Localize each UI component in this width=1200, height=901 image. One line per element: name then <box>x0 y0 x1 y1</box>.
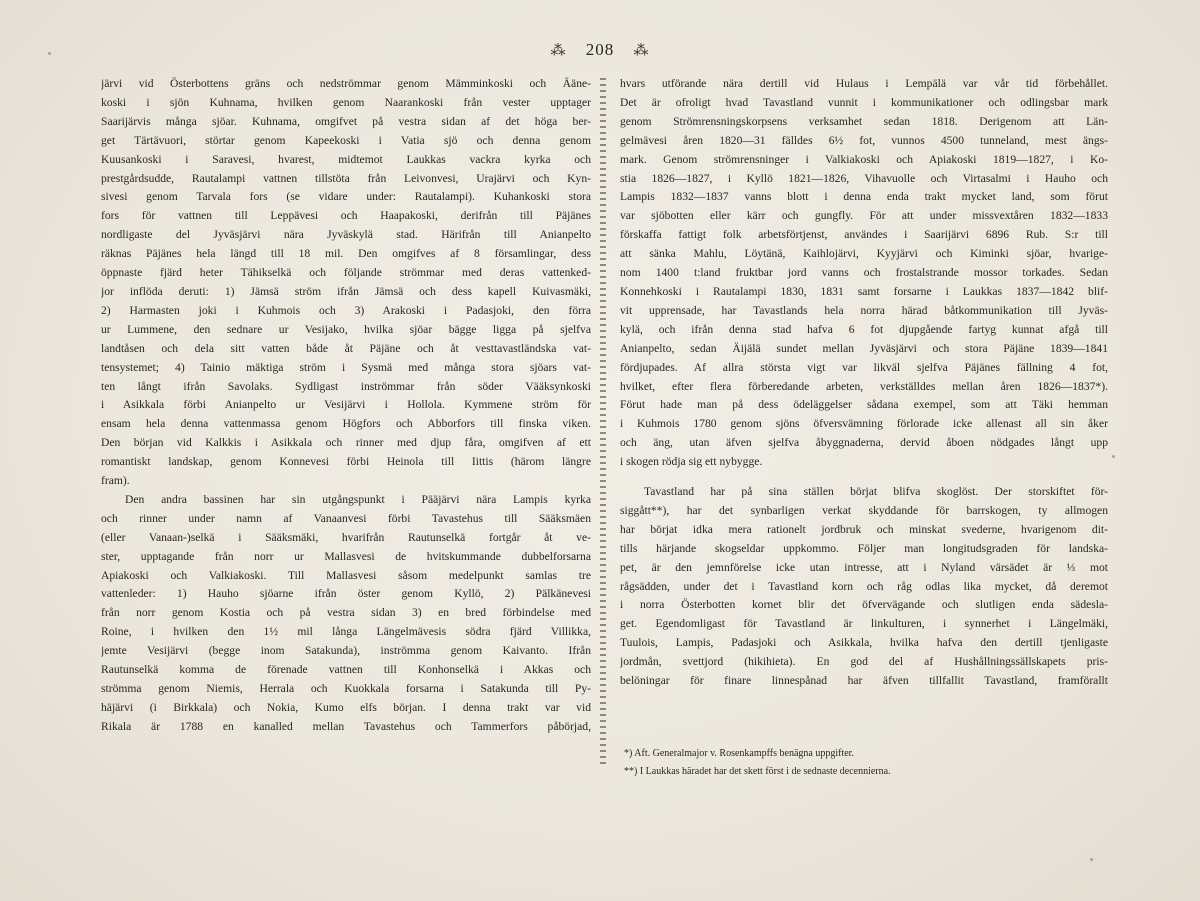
text-line: i norra Österbotten kornet blir det öfvervägande och slutligen enda sädesla- <box>620 598 1108 612</box>
text-line: Rikala är 1788 en kanalled mellan Tavastehus och Tammerfors påbörjad, <box>101 719 591 733</box>
text-line: 2) Harmasten joki i Kuhmois och 3) Arakoski i Padasjoki, den förra <box>101 303 591 317</box>
text-line: järvi vid Österbottens gräns och nedströmmar genom Mämminkoski och Ääne- <box>101 77 591 90</box>
text-line: var sjöbotten eller kärr och gungfly. För att under missvextåren 1832—1833 <box>620 209 1108 223</box>
text-line: har börjat idka mera rationelt jordbruk och minskat svederne, hvarigenom dit- <box>620 522 1108 536</box>
text-line: mark. Genom strömrensninger i Valkiakoski och Apiakoski 1819—1827, i Ko- <box>620 152 1108 166</box>
text-line: räknas Päjänes hela längd till 18 mil. Den omgifves af 8 församlingar, dess <box>101 247 591 261</box>
text-line: jordmån, svettjord (hikihieta). En god del af Hushållningssällskapets pris- <box>620 655 1108 669</box>
text-line: Apiakoski och Valkiakoski. Till Mallasvesi såsom medelpunkt samlas tre <box>101 568 591 582</box>
text-line: gelmävesi åren 1820—31 fälldes 6½ fot, vunnos 4500 tunneland, mest ängs- <box>620 133 1108 147</box>
text-line: nordligaste del Jyväsjärvi nära Jyväskylä stad. Härifrån till Anianpelto <box>101 228 591 242</box>
text-line: öppnaste fjärd heter Tähikselkä och följande strömmar med deras vattenked- <box>101 266 591 280</box>
text-line: pet, är den jemnförelse icke utan intresse, att i Nyland värsädet är ⅓ mot <box>620 560 1108 574</box>
footnote: **) I Laukkas häradet har det skett först i de sednaste decennierna. <box>624 766 891 777</box>
text-line: i skogen rödja sig ett nybygge. <box>620 455 763 469</box>
paragraph-gap <box>620 472 1108 483</box>
text-line: i Kuhmois 1780 genom sjöns öfversvämning förlorade icke allenast all sin åker <box>620 417 1108 431</box>
text-line: Tuulois, Lampis, Padasjoki och Asikkala, hvilka hafva den dertill tjenligaste <box>620 636 1108 650</box>
paragraph-start-line: Tavastland har på sina ställen börjat blifva skoglöst. Der storskiftet för- <box>644 485 1108 499</box>
paper-speck <box>1112 455 1115 458</box>
text-line: sivesi genom Tarvala fors (se vidare under: Rautalampi). Kuhankoski stora <box>101 190 591 204</box>
text-line: Lampis 1832—1837 vanns blott i denna enda trakt mycket land, som förut <box>620 190 1108 204</box>
text-line: Roine, i hvilken den 1½ mil långa Längelmävesis södra fjärd Villikka, <box>101 625 591 639</box>
paper-speck <box>1090 858 1093 861</box>
text-line: strömma genom Niemis, Herrala och Kuokkala forsarna i Satakunda till Py- <box>101 682 591 695</box>
footnote: *) Aft. Generalmajor v. Rosenkampffs benägna uppgifter. <box>624 748 854 759</box>
text-line: Förut hade man på dess ödeläggelser sådana exempel, som att Täki hemman <box>620 398 1108 412</box>
text-line: ur Lummene, den sednare ur Vesijako, hvilka sjöar bägge ligga på sjelfva <box>101 322 591 336</box>
text-line: get Tärtävuori, störtar genom Kapeekoski i Vatia sjö och denna genom <box>101 133 591 147</box>
text-line: ster, upptagande från norr ur Mallasvesi de hvitskummande dubbelforsarna <box>101 549 591 563</box>
text-line: kylä, och ifrån denna stad hafva 6 fot djupgående fartyg kunnat afgå till <box>620 322 1108 336</box>
text-line: stia 1826—1827, i Kyllö 1821—1826, Vihavuolle och Virtasalmi i Hauho och <box>620 171 1108 185</box>
column-separator <box>600 78 606 768</box>
text-line: vattenleder: 1) Hauho sjöarne ifrån öster genom Kyllö, 2) Pälkänevesi <box>101 587 591 601</box>
text-line: Saarijärvis många sjöar. Kuhnama, omgifvet på vestra sidan af det höga ber- <box>101 114 591 128</box>
text-line: fram). <box>101 474 130 488</box>
ornament-right-icon: ⁂ <box>633 43 650 59</box>
paragraph-start-line: Den andra bassinen har sin utgångspunkt i Pääjärvi nära Lampis kyrka <box>125 492 591 506</box>
text-line: Kuusankoski i Saravesi, hvarest, midtemot Laukkas vackra kyrka och <box>101 152 591 166</box>
footnotes <box>620 745 1108 781</box>
page-number: 208 <box>585 40 615 59</box>
text-line: häjärvi (i Birkkala) och Nokia, Kumo elfs början. I denna trakt var vid <box>101 700 591 714</box>
text-line: att sänka Mahlu, Löytänä, Kaihlojärvi, Kyyjärvi och Kiminki sjöar, hvarige- <box>620 247 1108 261</box>
text-line: och rinner under namn af Vanaanvesi förbi Tavastehus till Sääksmäen <box>101 511 591 525</box>
text-line: fors för vattnen till Leppävesi och Haapakoski, derifrån till Päjänes <box>101 209 591 223</box>
text-line: Rautunselkä komma de förenade vattnen till Konhonselkä i Akkas och <box>101 663 591 677</box>
text-line: genom Strömrensningskorpsens verksamhet sedan 1818. Derigenom att Län- <box>620 114 1108 128</box>
text-line: Det är ofroligt hvad Tavastland vunnit i kommunikationer och odlingsbar mark <box>620 95 1108 109</box>
paper-speck <box>48 52 51 55</box>
text-line: tensystemet; 4) Tainio mäktiga ström i Sysmä med många stora sjöars vat- <box>101 360 591 374</box>
text-line: romantiskt landskap, genom Konnevesi förbi Heinola till Iittis (härom längre <box>101 455 591 469</box>
text-line: hvilket, efter flera förberedande arbeten, verkställdes mellan åren 1826—1837*). <box>620 379 1108 393</box>
text-line: förskaffa fattigt folk arbetsförtjenst, användes i Saarijärvi 6896 Rub. S:r till <box>620 228 1108 242</box>
right-column <box>620 75 1108 691</box>
text-line: get. Egendomligast för Tavastland är linkulturen, i synnerhet i Längelmäki, <box>620 617 1108 631</box>
text-line: (eller Vanaan-)selkä i Sääksmäki, hvarifrån Rautunselkä fortgår åt ve- <box>101 530 591 544</box>
text-line: nom 1400 t:land fruktbar jord vanns och frostalstrande mossor torkades. Sedan <box>620 266 1108 280</box>
ornament-left-icon: ⁂ <box>550 43 567 59</box>
text-line: belöningar för finare linnespånad har äfven tillfallit Tavastland, framförallt <box>620 674 1108 688</box>
text-line: vit upprensade, har Tavastlands hela norra härad båtkommunikation till Jyväs- <box>620 303 1108 317</box>
page-header <box>0 40 1200 60</box>
text-line: från norr genom Kostia och på vestra sidan 3) en bred förbindelse med <box>101 606 591 620</box>
left-column <box>101 75 591 737</box>
text-line: jor inflöda deruti: 1) Jämsä ström ifrån Jämsä och dess kapell Kuivasmäki, <box>101 284 591 298</box>
text-line: koski i sjön Kuhnama, hvilken genom Naarankoski från vester upptager <box>101 95 591 109</box>
text-line: tills härjande skogseldar uppkommo. Följer man longitudsgraden för landska- <box>620 541 1108 555</box>
text-line: Anianpelto, sedan Äijälä sundet mellan Jyväsjärvi och stora Päjäne 1839—1841 <box>620 341 1108 355</box>
text-line: ensam hela denna vattenmassa genom Högfors och Abborfors till finska viken. <box>101 417 591 431</box>
text-line: och äng, utan äfven sjelfva åbyggnaderna, dervid åboen nödgades långt upp <box>620 436 1108 450</box>
text-line: i Asikkala förbi Anianpelto ur Vesijärvi i Hollola. Kymmene ström för <box>101 398 591 412</box>
text-line: jemte Vesijärvi (begge inom Satakunda), inströmma genom Kaivanto. Ifrån <box>101 644 591 658</box>
text-line: Konnehkoski i Rautalampi 1830, 1831 samt forsarne i Laukkas 1837—1842 blif- <box>620 284 1108 298</box>
text-line: Den början vid Kalkkis i Asikkala och rinner med djup fåra, omgifven af ett <box>101 436 591 450</box>
text-line: landtåsen och dela sitt vatten både åt Päjäne och åt vesttavastländska vat- <box>101 341 591 355</box>
text-line: rågsädden, under det i Tavastland korn och råg odlas lika mycket, då deremot <box>620 579 1108 593</box>
text-line: hvars utförande nära dertill vid Hulaus i Lempälä var vår tid förbehållet. <box>620 77 1108 90</box>
text-line: prestgårdsudde, Rautalampi vattnen tillstöta från Leivonvesi, Urajärvi och Kyn- <box>101 171 591 185</box>
text-line: siggått**), har det synbarligen verkat skyddande för barrskogen, ty allmogen <box>620 503 1108 517</box>
text-line: fördjupades. Af allra största vigt var likväl sjelfva Päjänes fällning 4 fot, <box>620 360 1108 374</box>
text-line: ten långt ifrån Savolaks. Sydligast inströmmar från söder Vääksynkoski <box>101 379 591 393</box>
